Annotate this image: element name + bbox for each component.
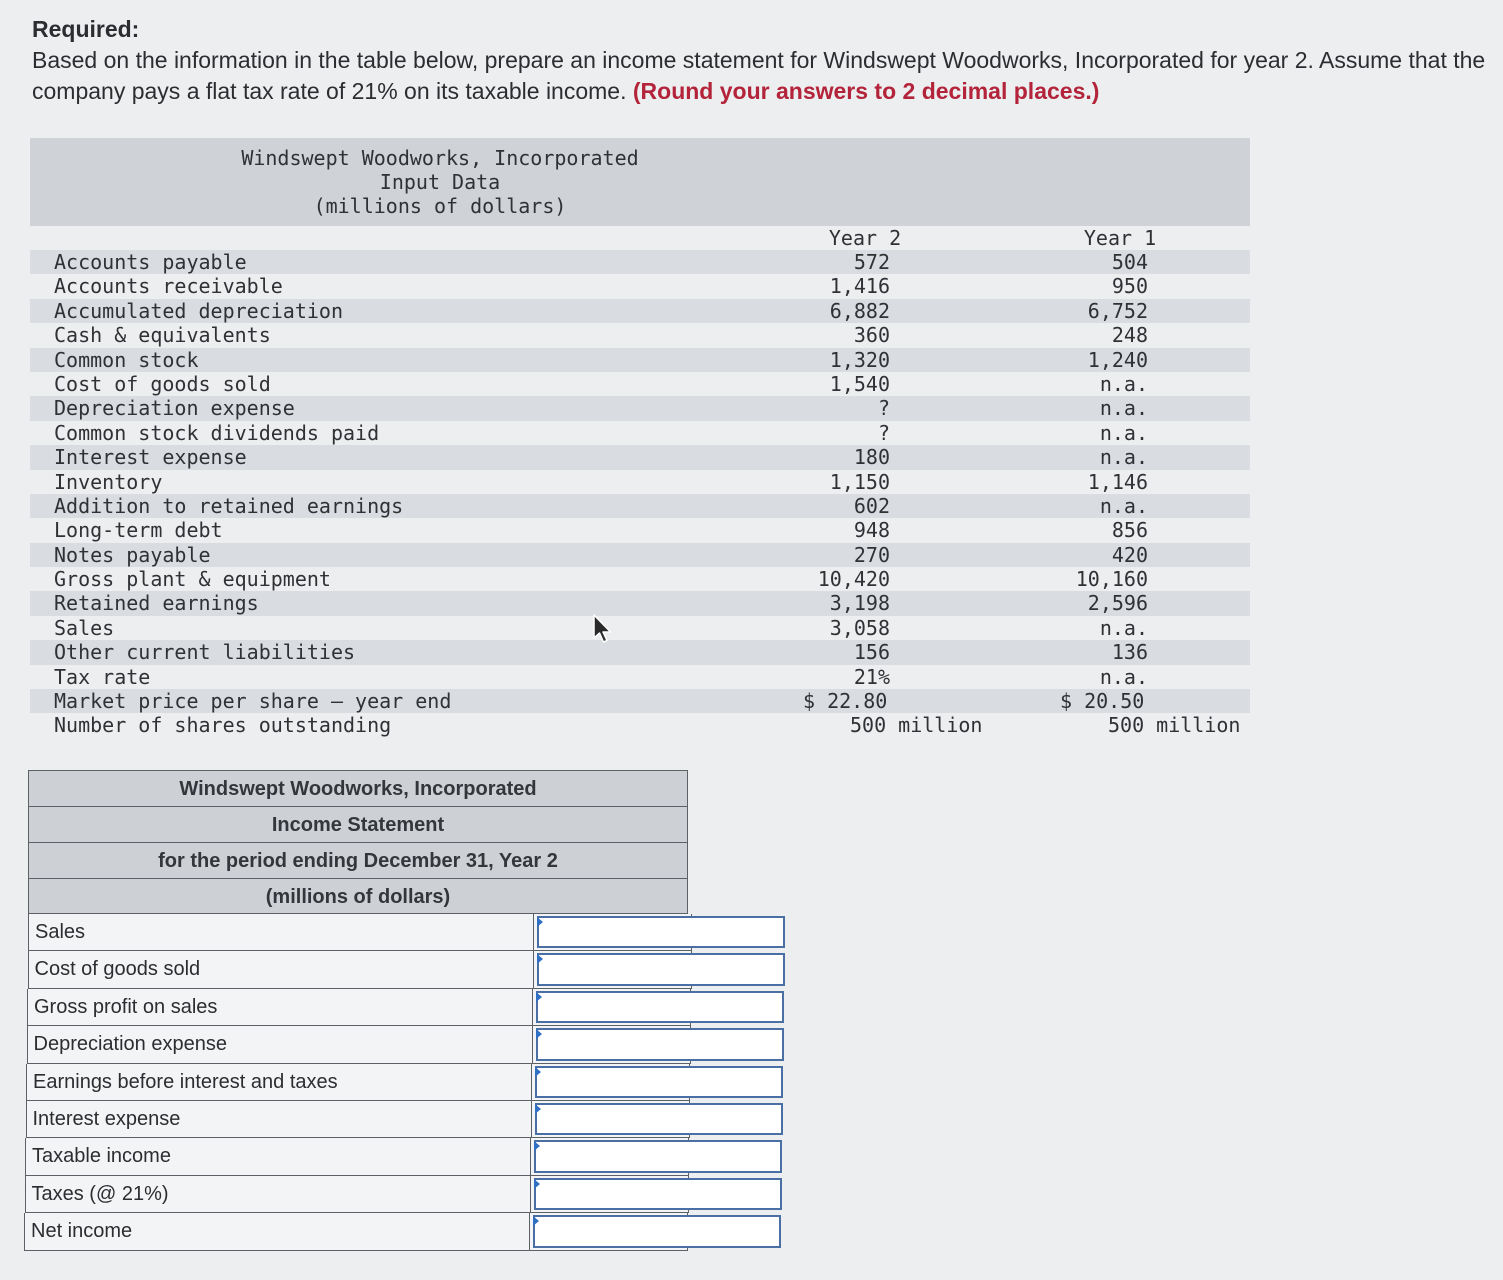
row-year1-value: 856 <box>1111 518 1148 543</box>
column-header-year1: Year 1 <box>990 226 1250 252</box>
input-data-rows <box>30 250 1250 738</box>
row-year2-value: 156 <box>853 640 890 665</box>
depreciation-input[interactable] <box>536 1028 784 1060</box>
table-row <box>30 567 1250 591</box>
income-row-sales <box>28 914 692 951</box>
input-flag-icon <box>536 992 542 1002</box>
income-row-label: Taxes (@ 21%) <box>26 1176 531 1212</box>
question-prompt <box>32 14 1492 107</box>
table-row <box>30 689 1250 713</box>
row-year2-value: ? <box>877 396 890 421</box>
row-year2-value: 3,058 <box>829 615 890 640</box>
row-label: Common stock dividends paid <box>54 420 380 445</box>
income-statement-title: Income Statement <box>28 806 688 842</box>
row-year1-value: 248 <box>1111 323 1148 348</box>
income-row-label: Gross profit on sales <box>28 989 533 1025</box>
income-row-net-income <box>24 1213 688 1250</box>
income-statement-company: Windswept Woodworks, Incorporated <box>28 770 688 806</box>
row-label: Gross plant & equipment <box>54 567 331 592</box>
row-year2-value: 180 <box>853 445 890 470</box>
input-data-header <box>30 138 1250 226</box>
row-year1-value: n.a. <box>1099 615 1148 640</box>
instruction-text: Based on the information in the table below, prepare an income statement for Windswept Woodworks, Incorporated for year 2. Assume that the company pays a flat tax rate of 21% on its taxable income. <box>32 47 1486 104</box>
table-row <box>30 640 1250 664</box>
table-row <box>30 494 1250 518</box>
income-input-cell <box>533 1026 786 1062</box>
row-year2-value: 572 <box>853 250 890 274</box>
row-year2-value: ? <box>877 420 890 445</box>
input-data-units: (millions of dollars) <box>313 194 567 218</box>
table-row <box>30 250 1250 274</box>
table-row <box>30 591 1250 615</box>
row-year1-value: $ 20.50 <box>1060 689 1145 714</box>
interest-input[interactable] <box>535 1103 783 1135</box>
input-data-table <box>30 138 1250 738</box>
table-row <box>30 543 1250 567</box>
row-year1-value: 500 million <box>1108 713 1241 738</box>
table-row <box>30 299 1250 323</box>
income-row-label: Taxable income <box>26 1138 531 1174</box>
row-year1-value: 1,240 <box>1087 347 1148 372</box>
row-year2-value: 10,420 <box>817 567 890 592</box>
ebit-input[interactable] <box>535 1066 783 1098</box>
table-row <box>30 348 1250 372</box>
net-income-input[interactable] <box>533 1215 781 1247</box>
row-year1-value: n.a. <box>1099 493 1148 518</box>
row-label: Other current liabilities <box>54 640 356 665</box>
income-input-cell <box>533 989 786 1025</box>
input-flag-icon <box>537 917 543 927</box>
row-label: Accounts payable <box>54 250 247 274</box>
row-label: Inventory <box>54 469 163 494</box>
row-year2-value: 500 million <box>850 713 983 738</box>
income-statement-table <box>24 770 692 1251</box>
row-label: Common stock <box>54 347 199 372</box>
row-year2-value: 1,540 <box>829 371 890 396</box>
row-year1-value: 10,160 <box>1075 567 1148 592</box>
table-row <box>30 445 1250 469</box>
income-row-interest <box>26 1101 690 1138</box>
row-label: Tax rate <box>54 664 151 689</box>
row-year1-value: 504 <box>1111 250 1148 274</box>
row-year1-value: 420 <box>1111 542 1148 567</box>
table-row <box>30 323 1250 347</box>
row-label: Long-term debt <box>54 518 223 543</box>
mouse-pointer-icon <box>592 614 614 646</box>
row-label: Retained earnings <box>54 591 259 616</box>
row-year2-value: 6,882 <box>829 298 890 323</box>
row-year1-value: n.a. <box>1099 396 1148 421</box>
table-row <box>30 518 1250 542</box>
input-flag-icon <box>536 1029 542 1039</box>
input-data-subtitle: Input Data <box>379 170 501 194</box>
row-year2-value: 948 <box>853 518 890 543</box>
row-year2-value: 3,198 <box>829 591 890 616</box>
sales-input[interactable] <box>537 916 785 948</box>
row-year1-value: 136 <box>1111 640 1148 665</box>
income-row-gross-profit <box>27 989 691 1026</box>
row-year1-value: n.a. <box>1099 371 1148 396</box>
income-row-label: Depreciation expense <box>28 1026 533 1062</box>
row-label: Interest expense <box>54 445 247 470</box>
income-row-taxes <box>25 1176 689 1213</box>
income-input-cell <box>530 1213 783 1249</box>
row-year1-value: 950 <box>1111 274 1148 299</box>
table-row <box>30 372 1250 396</box>
row-label: Cost of goods sold <box>54 371 271 396</box>
row-year1-value: 6,752 <box>1087 298 1148 323</box>
row-label: Depreciation expense <box>54 396 295 421</box>
income-input-cell <box>532 1101 785 1137</box>
income-input-cell <box>532 1064 785 1100</box>
rounding-note: (Round your answers to 2 decimal places.) <box>632 78 1100 104</box>
income-input-cell <box>531 1176 784 1212</box>
row-year2-value: 602 <box>853 493 890 518</box>
row-year2-value: 360 <box>853 323 890 348</box>
table-row <box>30 470 1250 494</box>
income-row-label: Earnings before interest and taxes <box>27 1064 532 1100</box>
table-row <box>30 274 1250 298</box>
input-flag-icon <box>535 1104 541 1114</box>
row-year2-value: $ 22.80 <box>803 689 888 714</box>
row-label: Notes payable <box>54 542 211 567</box>
income-input-cell <box>534 914 787 950</box>
row-label: Accumulated depreciation <box>54 298 343 323</box>
income-statement-period: for the period ending December 31, Year 2 <box>28 842 688 878</box>
table-row <box>30 396 1250 420</box>
taxable-income-input[interactable] <box>534 1140 782 1172</box>
income-input-cell <box>531 1138 784 1174</box>
input-data-company: Windswept Woodworks, Incorporated <box>241 146 639 170</box>
row-year1-value: n.a. <box>1099 445 1148 470</box>
table-row <box>30 713 1250 737</box>
row-label: Accounts receivable <box>54 274 283 299</box>
input-flag-icon <box>533 1216 539 1226</box>
income-row-ebit <box>26 1064 690 1101</box>
row-label: Sales <box>54 615 115 640</box>
row-year1-value: 1,146 <box>1087 469 1148 494</box>
row-year2-value: 270 <box>853 542 890 567</box>
income-row-label: Sales <box>29 914 534 950</box>
income-row-label: Net income <box>25 1213 530 1249</box>
table-row <box>30 616 1250 640</box>
row-year2-value: 1,150 <box>829 469 890 494</box>
column-header-year2: Year 2 <box>735 226 995 252</box>
row-year1-value: n.a. <box>1099 420 1148 445</box>
income-row-label: Interest expense <box>27 1101 532 1137</box>
input-flag-icon <box>534 1141 540 1151</box>
input-flag-icon <box>534 1179 540 1189</box>
income-row-label: Cost of goods sold <box>29 951 534 987</box>
row-label: Addition to retained earnings <box>54 493 404 518</box>
row-year1-value: n.a. <box>1099 664 1148 689</box>
input-flag-icon <box>537 954 543 964</box>
income-row-taxable-income <box>25 1138 689 1175</box>
table-row <box>30 421 1250 445</box>
taxes-input[interactable] <box>534 1178 782 1210</box>
row-label: Cash & equivalents <box>54 323 271 348</box>
income-input-cell <box>534 951 787 987</box>
cogs-input[interactable] <box>537 953 785 985</box>
table-row <box>30 665 1250 689</box>
gross-profit-input[interactable] <box>536 991 784 1023</box>
input-flag-icon <box>535 1067 541 1077</box>
row-year2-value: 21% <box>853 664 890 689</box>
row-label: Number of shares outstanding <box>54 713 392 738</box>
row-year2-value: 1,320 <box>829 347 890 372</box>
income-statement-units: (millions of dollars) <box>28 878 688 914</box>
required-title: Required: <box>32 16 140 42</box>
row-year2-value: 1,416 <box>829 274 890 299</box>
income-row-depreciation <box>27 1026 691 1063</box>
row-label: Market price per share – year end <box>54 689 452 714</box>
input-data-column-headers <box>30 226 1250 252</box>
row-year1-value: 2,596 <box>1087 591 1148 616</box>
income-row-cogs <box>28 951 692 988</box>
